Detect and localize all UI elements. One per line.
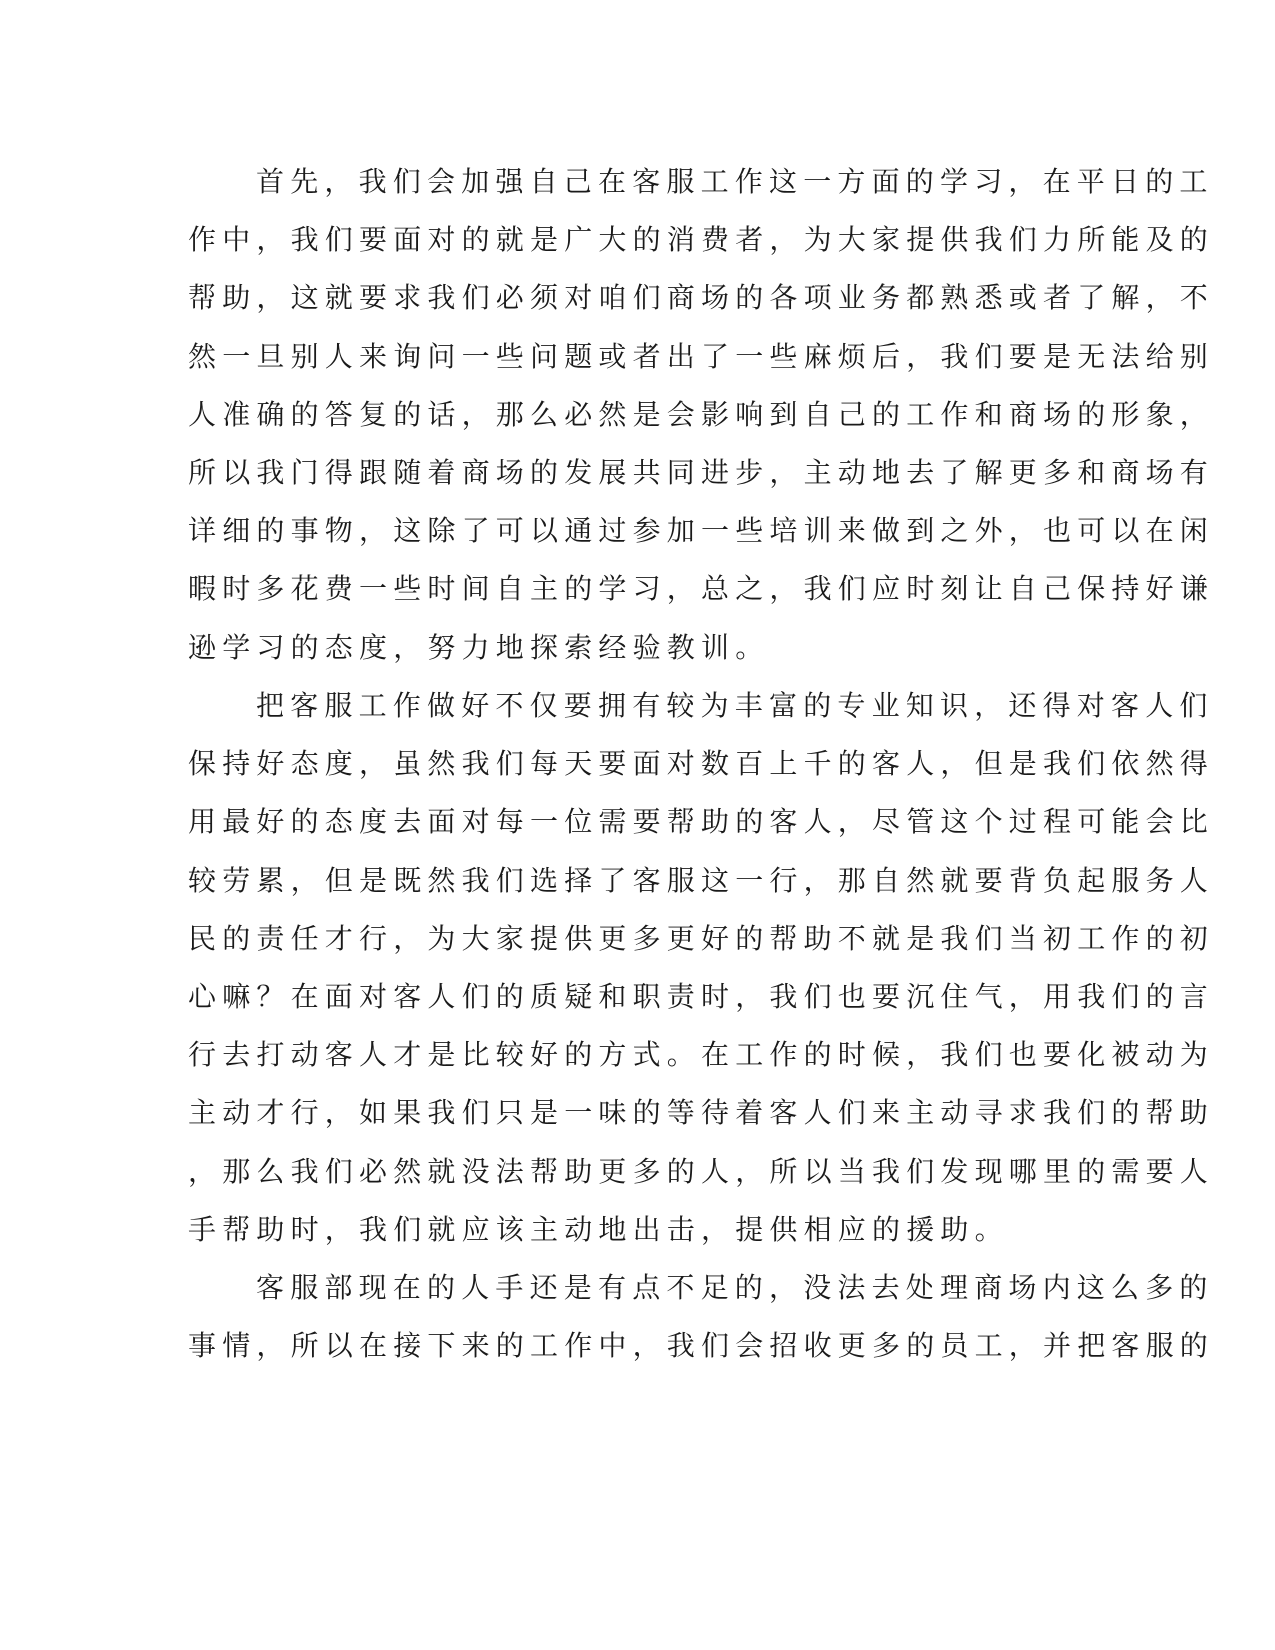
paragraph-2-line-10: 手帮助时，我们就应该主动地出击，提供相应的援助。 [188,1213,1009,1246]
paragraph-1-line-4: 然一旦别人来询问一些问题或者出了一些麻烦后，我们要是无法给别 [188,340,1215,373]
paragraph-1-line-7: 详细的事物，这除了可以通过参加一些培训来做到之外，也可以在闲 [188,514,1215,547]
paragraph-2-line-3: 用最好的态度去面对每一位需要帮助的客人，尽管这个过程可能会比 [188,805,1215,838]
paragraph-2-line-9: ，那么我们必然就没法帮助更多的人，所以当我们发现哪里的需要人 [188,1155,1215,1188]
paragraph-1-line-9: 逊学习的态度，努力地探索经验教训。 [188,631,770,664]
paragraph-2-line-5: 民的责任才行，为大家提供更多更好的帮助不就是我们当初工作的初 [188,922,1215,955]
paragraph-1-line-1: 首先，我们会加强自己在客服工作这一方面的学习，在平日的工 [256,165,1214,198]
paragraph-1-line-8: 暇时多花费一些时间自主的学习，总之，我们应时刻让自己保持好谦 [188,572,1215,605]
paragraph-1-line-5: 人准确的答复的话，那么必然是会影响到自己的工作和商场的形象， [188,398,1215,431]
paragraph-3-line-1: 客服部现在的人手还是有点不足的，没法去处理商场内这么多的 [256,1271,1214,1304]
paragraph-2-line-6: 心嘛？在面对客人们的质疑和职责时，我们也要沉住气，用我们的言 [188,980,1215,1013]
paragraph-2-line-8: 主动才行，如果我们只是一味的等待着客人们来主动寻求我们的帮助 [188,1096,1215,1129]
paragraph-1-line-2: 作中，我们要面对的就是广大的消费者，为大家提供我们力所能及的 [188,223,1215,256]
paragraph-2-line-4: 较劳累，但是既然我们选择了客服这一行，那自然就要背负起服务人 [188,864,1215,897]
paragraph-2-line-2: 保持好态度，虽然我们每天要面对数百上千的客人，但是我们依然得 [188,747,1215,780]
paragraph-3-line-2: 事情，所以在接下来的工作中，我们会招收更多的员工，并把客服的 [188,1329,1215,1362]
paragraph-1-line-6: 所以我门得跟随着商场的发展共同进步，主动地去了解更多和商场有 [188,456,1215,489]
paragraph-1-line-3: 帮助，这就要求我们必须对咱们商场的各项业务都熟悉或者了解，不 [188,281,1215,314]
paragraph-2-line-1: 把客服工作做好不仅要拥有较为丰富的专业知识，还得对客人们 [256,689,1214,722]
paragraph-2-line-7: 行去打动客人才是比较好的方式。在工作的时候，我们也要化被动为 [188,1038,1215,1071]
